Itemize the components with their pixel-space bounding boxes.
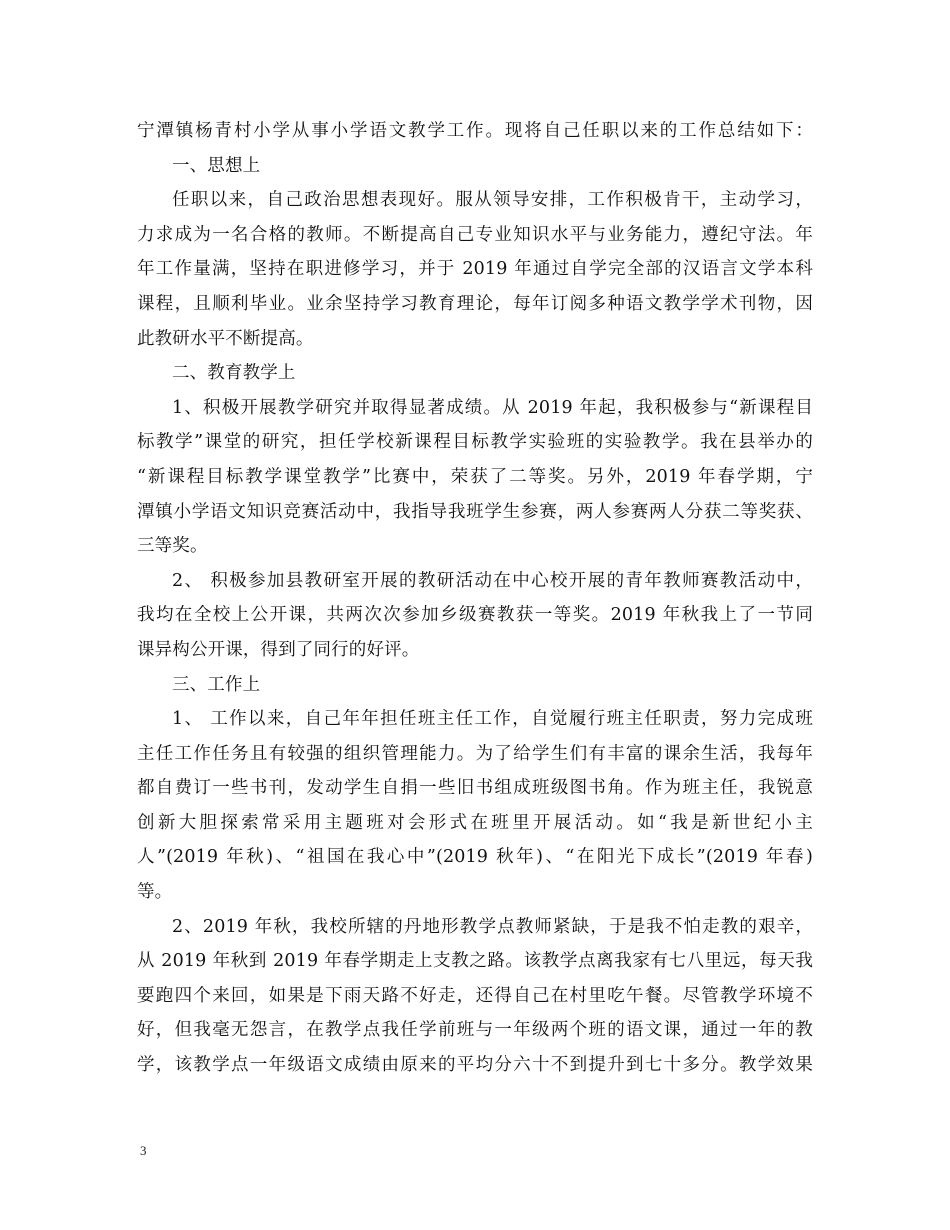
text-line: 2、2019 年秋，我校所辖的丹地形教学点教师紧缺，于是我不怕走教的艰辛，	[172, 916, 813, 937]
text-line: 我均在全校上公开课，共两次次参加乡级赛教获一等奖。2019 年秋我上了一节同	[137, 605, 813, 626]
text-line: 都自费订一些书刊，发动学生自捐一些旧书组成班级图书角。作为班主任，我锐意	[137, 778, 813, 799]
text-line: 主任工作任务且有较强的组织管理能力。为了给学生们有丰富的课余生活，我每年	[137, 743, 813, 764]
text-line: 潭镇小学语文知识竞赛活动中，我指导我班学生参赛，两人参赛两人分获二等奖获、	[137, 501, 813, 522]
text-line: 宁潭镇杨青村小学从事小学语文教学工作。现将自己任职以来的工作总结如下：	[137, 121, 813, 141]
page-number: 3	[140, 1143, 147, 1158]
text-line: 好，但我毫无怨言，在教学点我任学前班与一年级两个班的语文课，通过一年的教	[137, 1020, 813, 1041]
text-line: 三等奖。	[137, 536, 208, 557]
text-line: 1、 工作以来，自己年年担任班主任工作，自觉履行班主任职责，努力完成班	[172, 709, 813, 730]
text-line: 三、工作上	[172, 674, 261, 695]
text-line: 任职以来，自己政治思想表现好。服从领导安排，工作积极肯干，主动学习，	[172, 190, 813, 211]
text-line: 要跑四个来回，如果是下雨天路不好走，还得自己在村里吃午餐。尽管教学环境不	[137, 985, 813, 1006]
text-line: 人”(2019 年秋)、“祖国在我心中”(2019 秋年)、“在阳光下成长”(2019 年春)	[137, 847, 813, 868]
text-line: “新课程目标教学课堂教学”比赛中，荣获了二等奖。另外，2019 年春学期，宁	[137, 466, 813, 487]
text-line: 标教学”课堂的研究，担任学校新课程目标教学实验班的实验教学。我在县举办的	[137, 432, 813, 453]
document-body	[137, 114, 813, 1083]
text-line: 从 2019 年秋到 2019 年春学期走上支教之路。该教学点离我家有七八里远，每天我	[137, 951, 813, 972]
text-line: 一、思想上	[172, 155, 261, 176]
text-line: 此教研水平不断提高。	[137, 328, 314, 349]
text-line: 二、教育教学上	[172, 363, 296, 384]
text-line: 力求成为一名合格的教师。不断提高自己专业知识水平与业务能力，遵纪守法。年	[137, 224, 813, 245]
text-line: 等。	[137, 882, 173, 903]
text-line: 1、积极开展教学研究并取得显著成绩。从 2019 年起，我积极参与“新课程目	[172, 397, 813, 418]
text-line: 课异构公开课，得到了同行的好评。	[137, 639, 420, 660]
text-line: 课程，且顺利毕业。业余坚持学习教育理论，每年订阅多种语文教学学术刊物，因	[137, 293, 813, 314]
text-line: 创新大胆探索常采用主题班对会形式在班里开展活动。如“我是新世纪小主	[137, 812, 813, 833]
text-line: 年工作量满，坚持在职进修学习，并于 2019 年通过自学完全部的汉语言文学本科	[137, 259, 813, 280]
text-line: 学，该教学点一年级语文成绩由原来的平均分六十不到提升到七十多分。教学效果	[137, 1055, 813, 1076]
text-line: 2、 积极参加县教研室开展的教研活动在中心校开展的青年教师赛教活动中，	[172, 570, 813, 591]
